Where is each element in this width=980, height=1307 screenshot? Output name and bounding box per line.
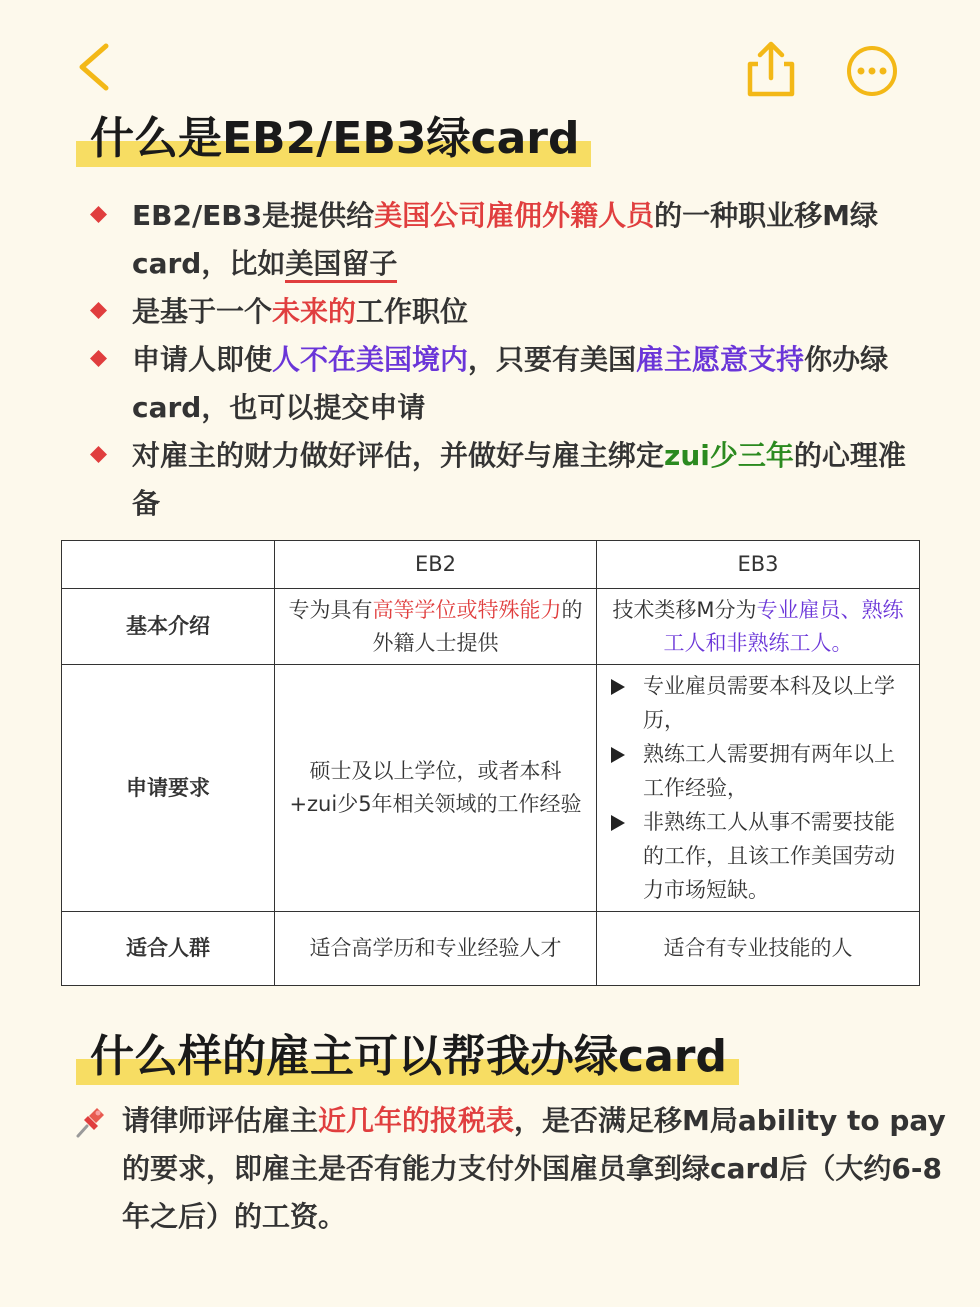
text: 专业雇员需要本科及以上学历， bbox=[643, 674, 895, 732]
highlight-text: 近几年的报税表 bbox=[318, 1104, 515, 1137]
text: 的心理准备 bbox=[132, 439, 906, 520]
highlight-text: 专业雇员、熟练工人和非熟练工人。 bbox=[663, 597, 904, 655]
list-item bbox=[88, 432, 918, 528]
highlight-text: 未来的 bbox=[272, 295, 357, 328]
text: 的一种职业移M绿card，比如 bbox=[132, 199, 879, 280]
diamond-bullet-icon bbox=[90, 446, 107, 463]
chevron-left-icon[interactable] bbox=[70, 40, 120, 94]
text: 的外籍人士提供 bbox=[372, 597, 583, 655]
pushpin-icon bbox=[74, 1105, 106, 1139]
list-item bbox=[609, 737, 907, 805]
text: 专为具有 bbox=[288, 597, 373, 622]
table-row bbox=[62, 665, 920, 912]
top-bar bbox=[0, 0, 980, 110]
comparison-table bbox=[61, 540, 920, 986]
text: 请律师评估雇主 bbox=[122, 1104, 319, 1137]
diamond-bullet-icon bbox=[90, 350, 107, 367]
section-title-eb2-eb3 bbox=[90, 113, 580, 164]
table-row bbox=[62, 589, 920, 665]
triangle-bullet-icon bbox=[611, 815, 625, 831]
highlight-text: 美国公司雇佣外籍人员 bbox=[374, 199, 655, 232]
list-item bbox=[88, 336, 918, 432]
table-cell: 适合有专业技能的人 bbox=[597, 912, 920, 986]
table-cell: 硕士及以上学位，或者本科+zui少5年相关领域的工作经验 bbox=[275, 665, 597, 912]
table-cell: 适合高学历和专业经验人才 bbox=[275, 912, 597, 986]
triangle-bullet-icon bbox=[611, 747, 625, 763]
text: 工作职位 bbox=[356, 295, 469, 328]
highlight-text: zui少三年 bbox=[664, 439, 794, 472]
section-title-employer bbox=[90, 1031, 727, 1082]
list-item bbox=[88, 192, 918, 288]
list-item bbox=[88, 288, 918, 336]
table-header-cell bbox=[62, 541, 275, 589]
share-icon[interactable] bbox=[744, 40, 798, 98]
table-header-cell: EB3 bbox=[597, 541, 920, 589]
highlight-text: 雇主愿意支持 bbox=[636, 343, 805, 376]
text: 对雇主的财力做好评估，并做好与雇主绑定 bbox=[132, 439, 665, 472]
text: 技术类移M分为 bbox=[612, 597, 757, 622]
text: 你办绿card，也可以提交申请 bbox=[132, 343, 889, 424]
text: ，是否满足移M局ability to pay的要求，即雇主是否有能力支付外国雇员拿到绿card后（大约6-8年之后）的工资。 bbox=[122, 1104, 946, 1233]
text: EB2/EB3是提供给 bbox=[132, 199, 375, 232]
highlight-text: 人不在美国境内 bbox=[272, 343, 469, 376]
row-label: 适合人群 bbox=[62, 912, 275, 986]
list-item bbox=[609, 669, 907, 737]
requirement-list bbox=[609, 669, 907, 907]
text: 熟练工人需要拥有两年以上工作经验， bbox=[643, 742, 895, 800]
table-cell bbox=[597, 665, 920, 912]
triangle-bullet-icon bbox=[611, 679, 625, 695]
table-cell bbox=[597, 589, 920, 665]
section-title-text: 什么是EB2/EB3绿card bbox=[90, 113, 580, 164]
row-label: 申请要求 bbox=[62, 665, 275, 912]
list-item bbox=[74, 1097, 952, 1241]
more-icon[interactable] bbox=[845, 44, 899, 98]
definition-list bbox=[88, 192, 918, 528]
text: 申请人即使 bbox=[132, 343, 273, 376]
diamond-bullet-icon bbox=[90, 206, 107, 223]
text: ，只要有美国 bbox=[468, 343, 637, 376]
list-item bbox=[609, 805, 907, 907]
row-label: 基本介绍 bbox=[62, 589, 275, 665]
table-row bbox=[62, 912, 920, 986]
text: 是基于一个 bbox=[132, 295, 273, 328]
text: 非熟练工人从事不需要技能的工作，且该工作美国劳动力市场短缺。 bbox=[643, 810, 895, 902]
table-header-row bbox=[62, 541, 920, 589]
table-cell bbox=[275, 589, 597, 665]
underlined-text: 美国留子 bbox=[285, 247, 397, 283]
highlight-text: 高等学位或特殊能力 bbox=[372, 597, 562, 622]
section-title-text: 什么样的雇主可以帮我办绿card bbox=[90, 1031, 727, 1082]
table-header-cell: EB2 bbox=[275, 541, 597, 589]
diamond-bullet-icon bbox=[90, 302, 107, 319]
